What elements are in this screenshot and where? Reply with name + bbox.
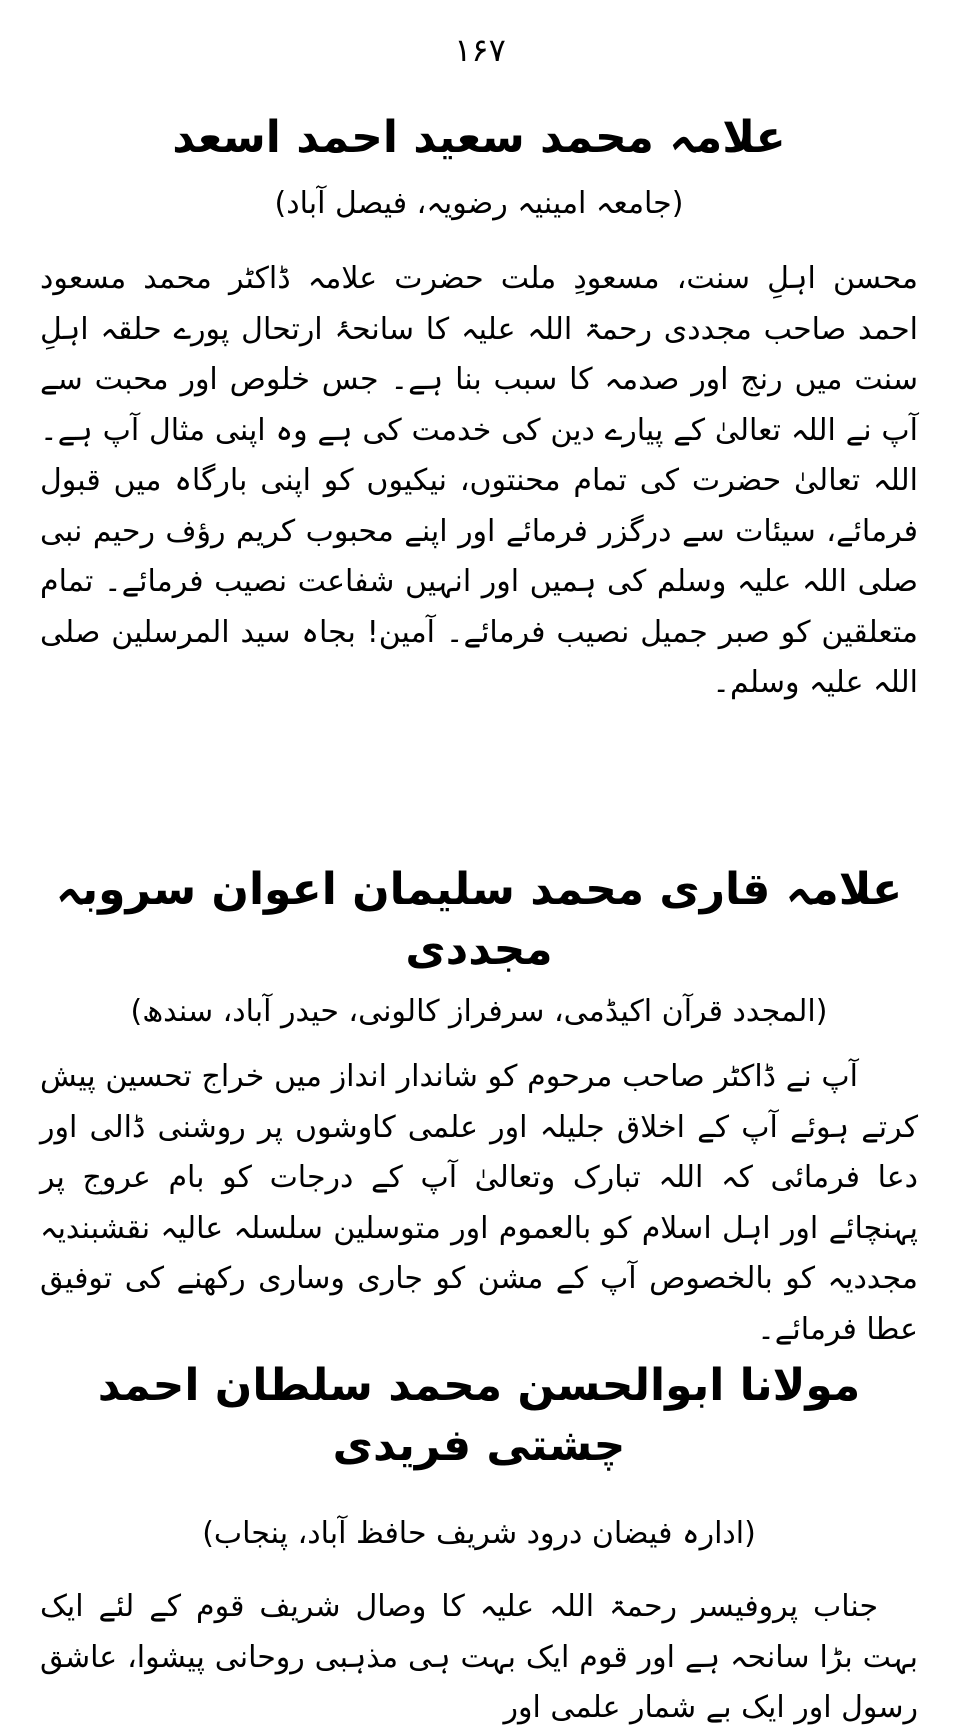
section-heading: مولانا ابوالحسن محمد سلطان احمد چشتی فریدی [97,1360,861,1471]
tribute-section-3 [40,1356,918,1734]
section-heading: علامہ محمد سعید احمد اسعد [172,112,786,163]
section-body: محسن اہلِ سنت، مسعودِ ملت حضرت علامہ ڈاکٹر محمد مسعود احمد صاحب مجددی رحمۃ اللہ علیہ کا سانحۂ ارتحال پورے حلقہ اہلِ سنت میں رنج اور صدمہ کا سبب بنا ہے۔ جس خلوص اور محبت سے آپ نے اللہ تعالیٰ کے پیارے دین کی خدمت کی ہے وہ اپنی مثال آپ ہے۔ اللہ تعالیٰ حضرت کی تمام محنتوں، نیکیوں کو اپنی بارگاہ میں قبول فرمائے، سیئات سے درگزر فرمائے اور اپنے محبوب کریم رؤف رحیم نبی صلی اللہ علیہ وسلم کی ہمیں اور انہیں شفاعت نصیب فرمائے۔ تمام متعلقین کو صبر جمیل نصیب فرمائے۔ آمین! بجاہ سید المرسلین صلی اللہ علیہ وسلم۔ [40,261,918,700]
tribute-section-1 [40,108,918,709]
page-number: ۱۶۷ [454,31,506,69]
section-affiliation: (ادارہ فیضان درود شریف حافظ آباد، پنجاب) [202,1516,756,1551]
section-body: جناب پروفیسر رحمۃ اللہ علیہ کا وصال شریف قوم کے لئے ایک بہت بڑا سانحہ ہے اور قوم ایک بہت ہی مذہبی روحانی پیشوا، عاشق رسول اور ایک بے شمار علمی اور [40,1589,918,1725]
section-affiliation: (جامعہ امینیہ رضویہ، فیصل آباد) [274,186,684,221]
section-heading: علامہ قاری محمد سلیمان اعوان سروبہ مجددی [55,864,903,975]
tribute-section-2 [40,860,918,1355]
section-affiliation: (المجدد قرآن اکیڈمی، سرفراز کالونی، حیدر آباد، سندھ) [130,994,828,1029]
section-body: آپ نے ڈاکٹر صاحب مرحوم کو شاندار انداز میں خراج تحسین پیش کرتے ہوئے آپ کے اخلاق جلیلہ اور علمی کاوشوں پر روشنی ڈالی اور دعا فرمائی کہ اللہ تبارک وتعالیٰ آپ کے درجات کو بام عروج پر پہنچائے اور اہل اسلام کو بالعموم اور متوسلین سلسلہ عالیہ نقشبندیہ مجددیہ کو بالخصوص آپ کے مشن کو جاری وساری رکھنے کی توفیق عطا فرمائے۔ [40,1059,918,1347]
